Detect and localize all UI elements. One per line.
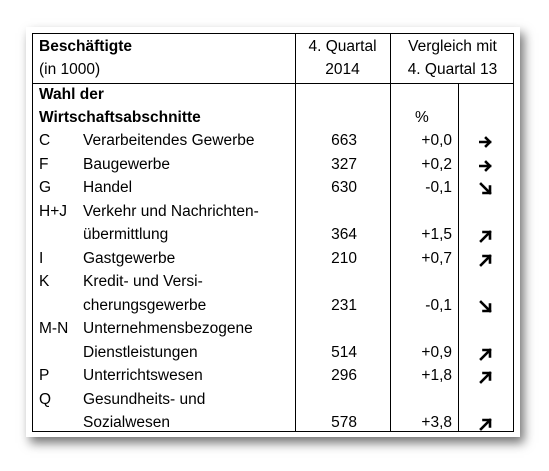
row-code: C <box>39 132 51 149</box>
header-comparison: Vergleich mit <box>408 38 497 55</box>
employment-table <box>32 33 514 432</box>
row-label: Unternehmensbezogene <box>83 320 253 337</box>
trend-right-icon <box>479 159 493 173</box>
row-label: Verkehr und Nachrichten- <box>83 202 259 220</box>
row-code: F <box>39 155 49 173</box>
row-value: 578 <box>331 414 357 431</box>
row-code: Q <box>39 390 52 408</box>
row-change: -0,1 <box>425 296 452 314</box>
column-divider <box>458 84 459 431</box>
row-label: Kredit- und Versi- <box>83 273 203 290</box>
header-divider <box>33 83 513 84</box>
header-unit: (in 1000) <box>39 61 101 78</box>
trend-up-right-icon <box>479 253 493 267</box>
row-value: 663 <box>331 132 357 149</box>
percent-unit: % <box>415 109 429 126</box>
row-code: I <box>39 249 44 267</box>
row-label: Gesundheits- und <box>83 390 206 408</box>
trend-up-right-icon <box>479 229 493 243</box>
row-code: P <box>39 367 50 384</box>
row-label: Gastgewerbe <box>83 249 176 267</box>
row-value: 231 <box>331 296 357 314</box>
row-code: H+J <box>39 202 67 220</box>
row-change: -0,1 <box>425 179 452 196</box>
row-label: cherungsgewerbe <box>83 296 207 314</box>
row-label: Verarbeitendes Gewerbe <box>83 132 255 149</box>
trend-right-icon <box>479 135 493 149</box>
row-value: 364 <box>331 226 357 243</box>
trend-up-right-icon <box>479 347 493 361</box>
row-label: Handel <box>83 179 133 196</box>
header-year: 2014 <box>325 61 360 78</box>
row-value: 210 <box>331 249 357 267</box>
row-value: 296 <box>331 367 357 384</box>
row-value: 630 <box>331 179 357 196</box>
header-comparison-period: 4. Quartal 13 <box>407 61 498 78</box>
row-change: +0,7 <box>421 249 452 267</box>
header-label: Beschäftigte <box>39 38 133 55</box>
row-code: K <box>39 273 50 290</box>
row-change: +1,8 <box>421 367 452 384</box>
trend-down-right-icon <box>479 300 493 314</box>
section-heading: Wahl der <box>39 86 104 103</box>
row-label: Baugewerbe <box>83 155 171 173</box>
row-change: +1,5 <box>421 226 452 243</box>
row-value: 327 <box>331 155 357 173</box>
row-label: Dienstleistungen <box>83 343 198 361</box>
trend-up-right-icon <box>479 417 493 431</box>
row-change: +3,8 <box>421 414 452 431</box>
row-change: +0,0 <box>421 132 452 149</box>
row-code: G <box>39 179 52 196</box>
row-code: M-N <box>39 320 69 337</box>
trend-down-right-icon <box>479 182 493 196</box>
row-label: übermittlung <box>83 226 169 243</box>
row-label: Sozialwesen <box>83 414 171 431</box>
row-label: Unterrichtswesen <box>83 367 203 384</box>
row-change: +0,9 <box>421 343 452 361</box>
row-value: 514 <box>331 343 357 361</box>
section-heading-cont: Wirtschaftsabschnitte <box>39 109 201 126</box>
row-change: +0,2 <box>421 155 452 173</box>
header-period: 4. Quartal <box>308 38 377 55</box>
trend-up-right-icon <box>479 370 493 384</box>
